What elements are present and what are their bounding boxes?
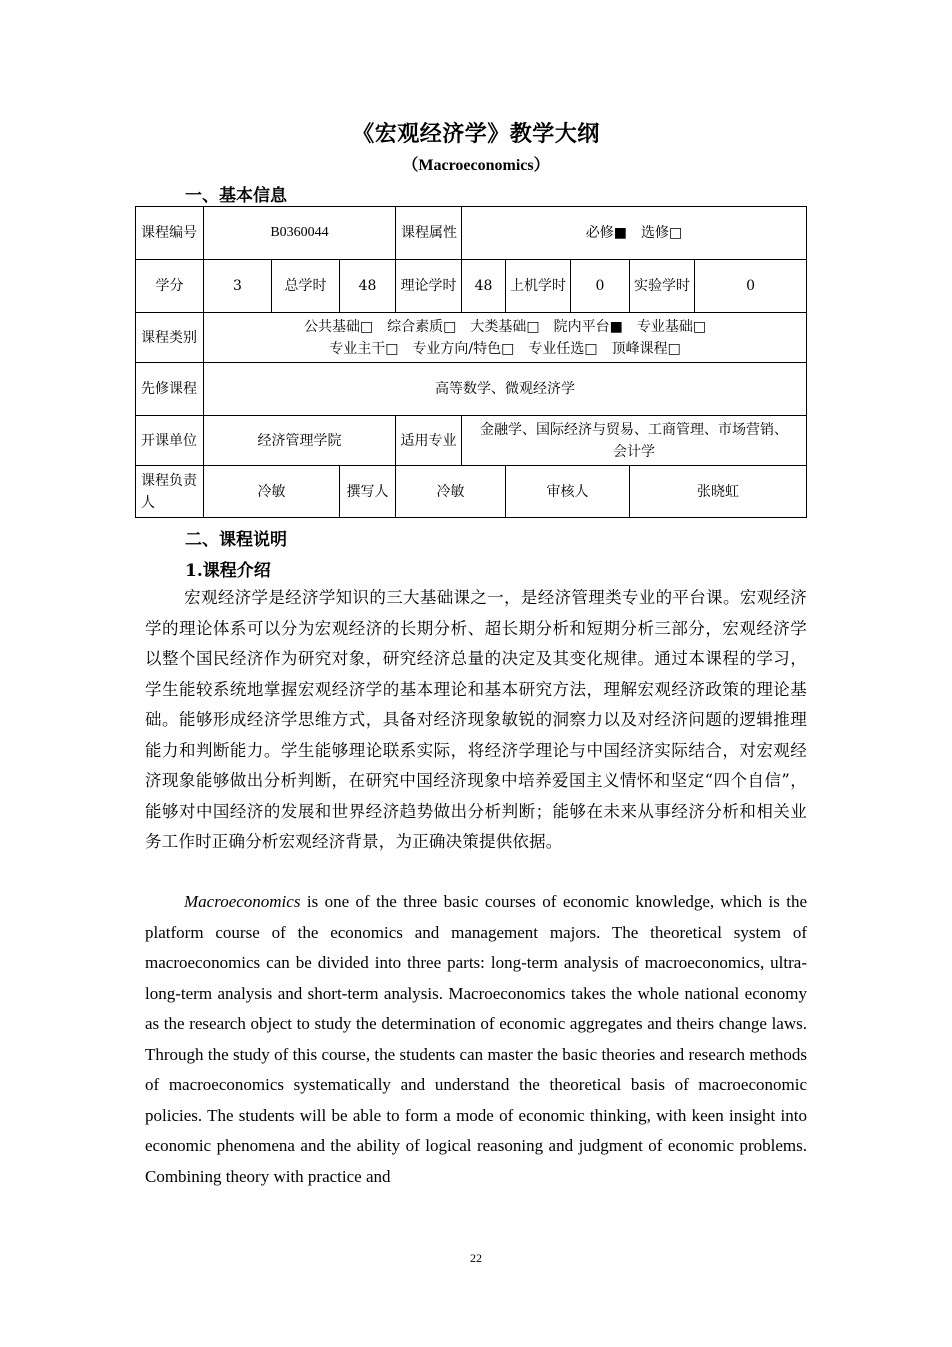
intro-text-english: is one of the three basic courses of economic knowledge, which is the platform course of the economics and management majors. The theoretical system of macroeconomics can be divided into three parts: long-term analysis of macroeconomics, ultra-long-term analysis and short-term analysis. Macroeconomics takes the whole national economy as the research object to study the determination of economic aggregates and theirs change laws. Through the study of this course, the students can master the basic theories and research methods of macroeconomics systematically and understand the theoretical basis of macroeconomic policies. The students will be able to form a mode of economic thinking, with keen insight into economic phenomena and the ability of logical reasoning and judgment of economic problems. Combining theory with practice and bbox=[145, 892, 807, 1186]
credit-label: 学分 bbox=[136, 260, 204, 313]
course-no-label: 课程编号 bbox=[136, 207, 204, 260]
category-options bbox=[204, 313, 807, 363]
writer-value: 冷敏 bbox=[396, 466, 506, 518]
subsection-heading-course-intro: 1.课程介绍 bbox=[185, 561, 271, 581]
table-row bbox=[136, 363, 807, 416]
reviewer-value: 张晓虹 bbox=[630, 466, 807, 518]
prereq-label: 先修课程 bbox=[136, 363, 204, 416]
total-hours-label: 总学时 bbox=[272, 260, 340, 313]
major-label: 适用专业 bbox=[396, 416, 462, 466]
page-subtitle: （Macroeconomics） bbox=[402, 157, 550, 174]
reviewer-label: 审核人 bbox=[506, 466, 630, 518]
table-row bbox=[136, 313, 807, 363]
prereq-value: 高等数学、微观经济学 bbox=[204, 363, 807, 416]
owner-label: 课程负责人 bbox=[136, 466, 204, 518]
course-no-value: B0360044 bbox=[204, 207, 396, 260]
category-options-line2: 专业主干□ 专业方向/特色□ 专业任选□ 顶峰课程□ bbox=[329, 340, 681, 357]
table-row bbox=[136, 260, 807, 313]
intro-paragraph-english bbox=[145, 887, 807, 1192]
course-attr-label: 课程属性 bbox=[396, 207, 462, 260]
theory-hours-value: 48 bbox=[462, 260, 506, 313]
table-row bbox=[136, 207, 807, 260]
unit-label: 开课单位 bbox=[136, 416, 204, 466]
theory-hours-label: 理论学时 bbox=[396, 260, 462, 313]
lab-hours-label: 实验学时 bbox=[630, 260, 695, 313]
course-attr-value: 必修■ 选修□ bbox=[462, 207, 807, 260]
section-heading-course-description: 二、课程说明 bbox=[185, 530, 287, 550]
major-value: 金融学、国际经济与贸易、工商管理、市场营销、会计学 bbox=[462, 416, 807, 466]
table-row bbox=[136, 466, 807, 518]
owner-value: 冷敏 bbox=[204, 466, 340, 518]
lab-hours-value: 0 bbox=[695, 260, 807, 313]
page-number: 22 bbox=[470, 1251, 482, 1265]
intro-text-chinese: 宏观经济学是经济学知识的三大基础课之一，是经济管理类专业的平台课。宏观经济学的理论体系可以分为宏观经济的长期分析、超长期分析和短期分析三部分，宏观经济学以整个国民经济作为研究对象，研究经济总量的决定及其变化规律。通过本课程的学习，学生能较系统地掌握宏观经济学的基本理论和基本研究方法，理解宏观经济政策的理论基础。能够形成经济学思维方式，具备对经济现象敏锐的洞察力以及对经济问题的逻辑推理能力和判断能力。学生能够理论联系实际，将经济学理论与中国经济实际结合，对宏观经济现象能够做出分析判断，在研究中国经济现象中培养爱国主义情怀和坚定“四个自信”，能够对中国经济的发展和世界经济趋势做出分析判断；能够在未来从事经济分析和相关业务工作时正确分析宏观经济背景，为正确决策提供依据。 bbox=[145, 588, 807, 851]
writer-label: 撰写人 bbox=[340, 466, 396, 518]
category-label: 课程类别 bbox=[136, 313, 204, 363]
computer-hours-label: 上机学时 bbox=[506, 260, 571, 313]
unit-value: 经济管理学院 bbox=[204, 416, 396, 466]
category-options-line1: 公共基础□ 综合素质□ 大类基础□ 院内平台■ 专业基础□ bbox=[303, 318, 707, 335]
table-row bbox=[136, 416, 807, 466]
computer-hours-value: 0 bbox=[571, 260, 630, 313]
intro-paragraph-chinese bbox=[145, 583, 807, 858]
page-title: 《宏观经济学》教学大纲 bbox=[352, 121, 600, 147]
course-name-italic: Macroeconomics bbox=[184, 892, 301, 911]
basic-info-table bbox=[135, 206, 807, 518]
credit-value: 3 bbox=[204, 260, 272, 313]
section-heading-basic-info: 一、基本信息 bbox=[185, 186, 287, 206]
total-hours-value: 48 bbox=[340, 260, 396, 313]
